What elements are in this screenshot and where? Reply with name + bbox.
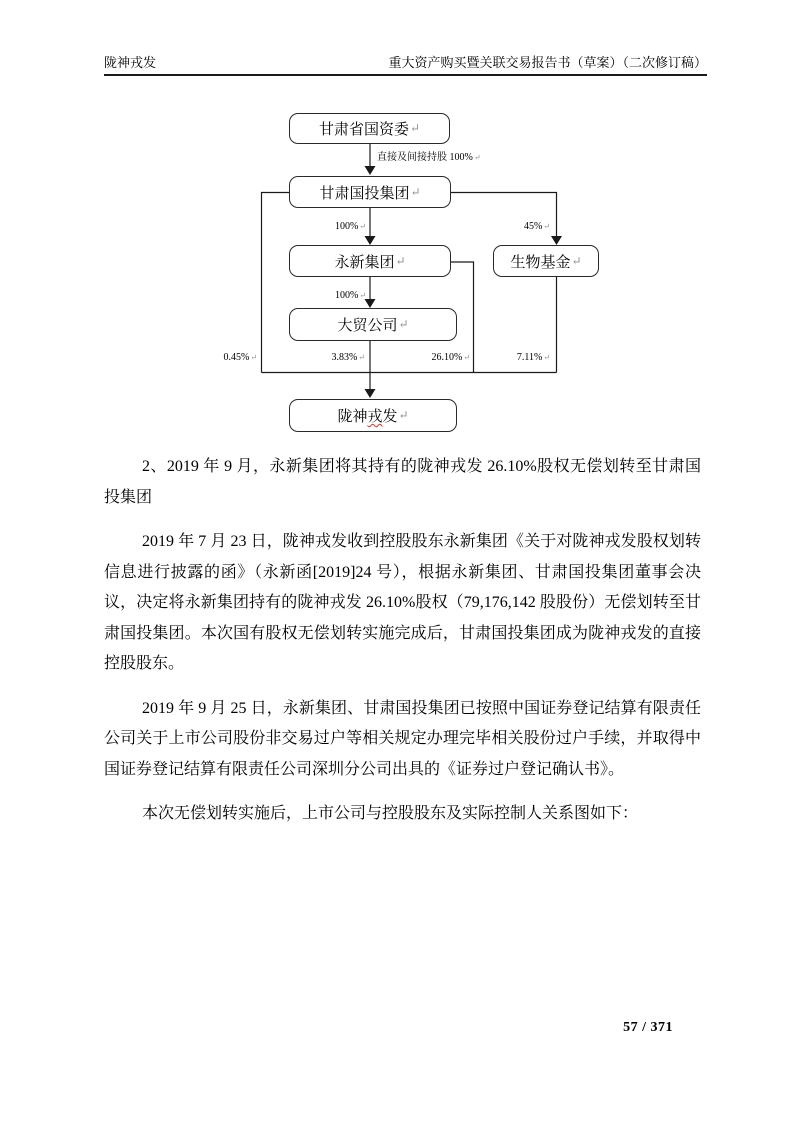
diagram-box-sasac (289, 113, 450, 144)
edge-label-yongxin-to-longshen: 26.10%↵ (431, 352, 470, 363)
paragraph-registration: 2019 年 9 月 25 日，永新集团、甘肃国投集团已按照中国证券登记结算有限责任公司关于上市公司股份非交易过户等相关规定办理完毕相关股份过户手续，并取得中国证券登记结算有限责任公司深圳分公司出具的《证券过户登记确认书》。 (104, 699, 701, 778)
return-mark: ↵ (473, 153, 481, 162)
edge-label-biofund-to-longshen: 7.11%↵ (516, 352, 550, 363)
diagram-box-longshen (289, 399, 457, 432)
diagram-box-biofund (493, 245, 599, 277)
diagram-box-yongxin (289, 245, 451, 277)
diagram-connector-lines (0, 0, 793, 450)
edge-label-guotou-to-longshen: 0.45%↵ (223, 352, 257, 363)
paragraph-transfer-notice: 2019 年 7 月 23 日，陇神戎发收到控股股东永新集团《关于对陇神戎发股权划转信息进行披露的函》（永新函[2019]24 号），根据永新集团、甘肃国投集团董事会决议，决定将永新集团持有的陇神戎发 26.10%股权（79,176,142 股股份）无偿划转至甘肃国投集团。本次国有股权无偿划转实施完成后，甘肃国投集团成为陇神戎发的直接控股股东。 (104, 533, 701, 672)
diagram-box-label: 甘肃省国资委 (318, 122, 409, 138)
header-company-short-name: 陇神戎发 (104, 55, 157, 70)
return-mark: ↵ (359, 222, 366, 231)
return-mark: ↵ (359, 291, 366, 300)
return-mark: ↵ (543, 353, 550, 362)
return-mark: ↵ (250, 353, 257, 362)
return-mark: ↵ (409, 121, 421, 135)
return-mark: ↵ (398, 317, 409, 331)
edge-label-guotou-to-yongxin: 100%↵ (334, 221, 366, 232)
return-mark: ↵ (543, 222, 550, 231)
edge-label-guotou-to-biofund: 45%↵ (523, 221, 550, 232)
return-mark: ↵ (410, 184, 421, 199)
return-mark: ↵ (463, 353, 470, 362)
return-mark: ↵ (398, 408, 409, 422)
edge-label-damao-to-longshen: 3.83%↵ (331, 352, 365, 363)
diagram-box-label: 永新集团 (334, 254, 395, 271)
ownership-structure-diagram (0, 0, 793, 450)
diagram-box-damao (289, 308, 457, 341)
return-mark: ↵ (571, 253, 582, 268)
edge-label-yongxin-to-damao: 100%↵ (334, 290, 366, 301)
diagram-box-label: 大贸公司 (337, 318, 398, 334)
diagram-box-label: 生物基金 (510, 254, 571, 271)
header-report-title: 重大资产购买暨关联交易报告书（草案）（二次修订稿） (388, 55, 707, 70)
diagram-box-label: 发 (382, 409, 398, 425)
page-number: 57 / 371 (623, 1020, 673, 1035)
section-heading: 2、2019 年 9 月，永新集团将其持有的陇神戎发 26.10%股权无偿划转至甘肃国投集团 (104, 458, 701, 506)
diagram-box-label: 甘肃国投集团 (319, 185, 410, 202)
return-mark: ↵ (358, 353, 365, 362)
diagram-box-label-spellcheck: 戎 (367, 409, 383, 425)
edge-label-direct-holding: 直接及间接持股 100%↵ (377, 152, 481, 163)
diagram-box-label: 陇神 (337, 409, 368, 425)
return-mark: ↵ (395, 253, 406, 268)
diagram-box-gansu-guotou (289, 176, 451, 208)
paragraph-relationship-intro: 本次无偿划转实施后，上市公司与控股股东及实际控制人关系图如下： (142, 805, 639, 822)
body-text (104, 452, 701, 844)
